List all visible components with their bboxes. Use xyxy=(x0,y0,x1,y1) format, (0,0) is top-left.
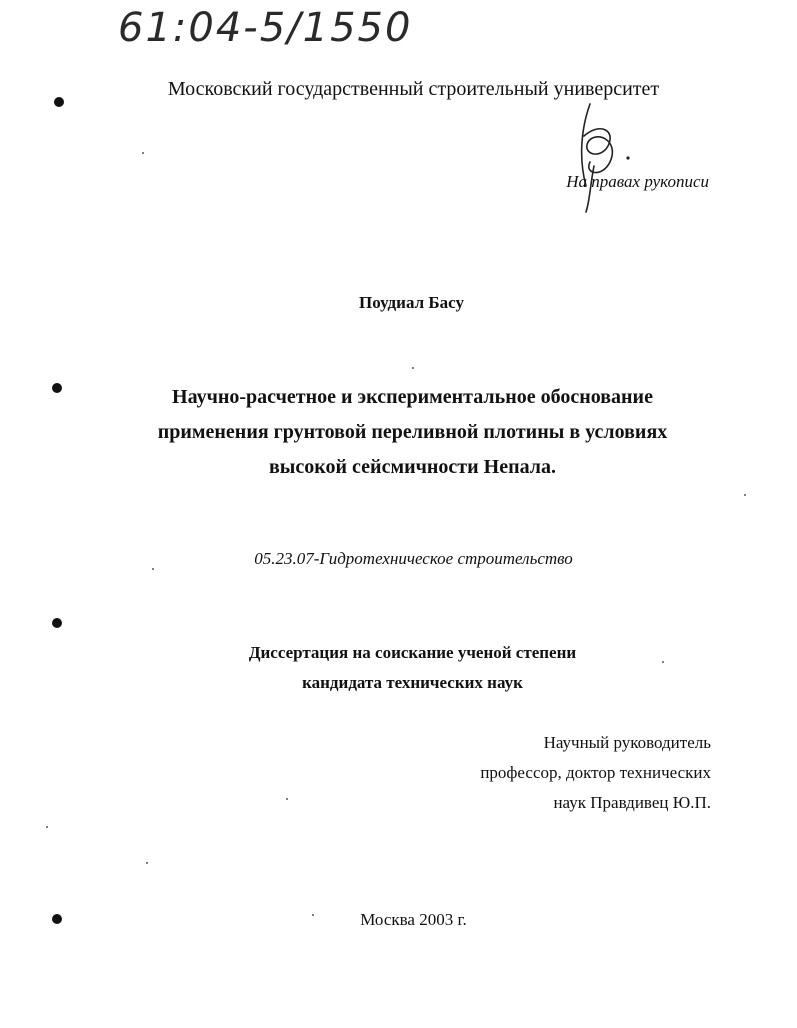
thesis-title-line: применения грунтовой переливной плотины в условиях xyxy=(157,421,668,443)
punch-hole xyxy=(52,618,62,628)
thesis-title xyxy=(120,380,705,485)
scan-speck xyxy=(46,826,48,828)
scan-speck xyxy=(662,661,664,663)
university-name: Московский государственный строительный университет xyxy=(167,78,660,100)
punch-hole xyxy=(52,383,62,393)
author-name: Поудиал Басу xyxy=(359,293,464,312)
supervisor-line: профессор, доктор технических xyxy=(480,763,711,782)
scan-speck xyxy=(146,862,148,864)
signature xyxy=(560,96,640,216)
supervisor-block xyxy=(480,728,711,818)
degree-line: Диссертация на соискание ученой степени xyxy=(248,643,577,662)
supervisor-line: Научный руководитель xyxy=(543,733,711,752)
city-year: Москва 2003 г. xyxy=(360,910,467,929)
scan-speck xyxy=(744,494,746,496)
scan-speck xyxy=(286,798,288,800)
thesis-title-line: высокой сейсмичности Непала. xyxy=(268,456,556,478)
specialty-code: 05.23.07-Гидротехническое строительство xyxy=(254,549,573,568)
scan-speck xyxy=(142,152,144,154)
archive-number-handwritten: 61:04-5/1550 xyxy=(118,5,413,51)
manuscript-notice: На правах рукописи xyxy=(566,172,709,191)
degree-statement xyxy=(180,638,645,698)
scan-speck xyxy=(412,367,414,369)
degree-line: кандидата технических наук xyxy=(302,673,523,692)
thesis-title-line: Научно-расчетное и экспериментальное обоснование xyxy=(172,386,653,408)
supervisor-line: наук Правдивец Ю.П. xyxy=(553,793,711,812)
